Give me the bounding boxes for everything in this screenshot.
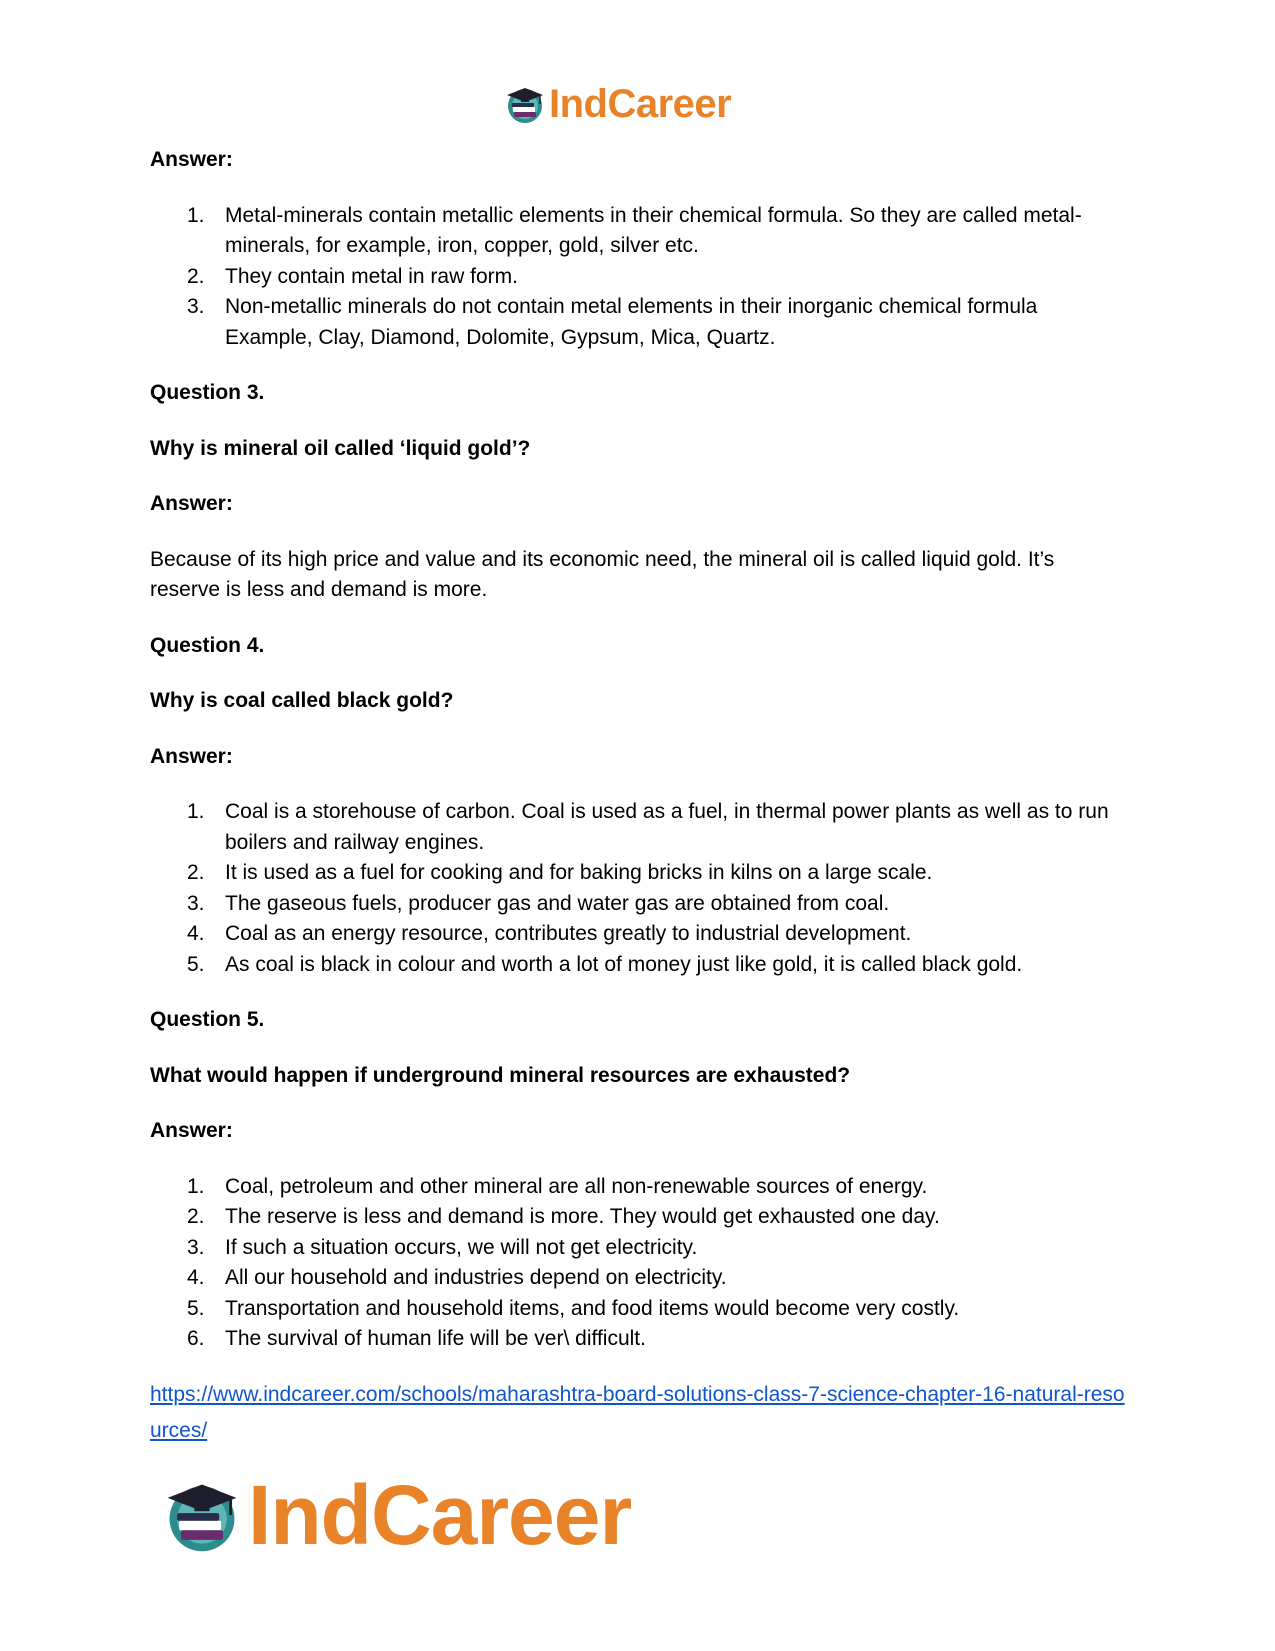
header-logo-text: IndCareer — [549, 81, 732, 126]
answer-5-label: Answer: — [150, 1119, 233, 1142]
list-item: 5. Transportation and household items, and food items would become very costly. — [187, 1296, 960, 1320]
question-3-text: Why is mineral oil called ‘liquid gold’? — [150, 436, 531, 460]
header-logo — [503, 80, 731, 128]
answer-4-list — [150, 797, 1130, 980]
question-5-text: What would happen if underground mineral resources are exhausted? — [150, 1063, 851, 1087]
list-item: 2. It is used as a fuel for cooking and for baking bricks in kilns on a large scale. — [187, 861, 933, 884]
question-4-label: Question 4. — [150, 633, 265, 657]
list-item: 4. All our household and industries depend on electricity. — [187, 1266, 727, 1289]
graduation-globe-icon — [503, 82, 547, 126]
footer-logo-text: IndCareer — [248, 1467, 632, 1562]
list-item: 2. They contain metal in raw form. — [187, 264, 518, 288]
document-body — [150, 145, 1130, 1449]
list-item: 3. Non-metallic minerals do not contain metal elements in their inorganic chemical formula Example, Clay, Diamond, Dolomite, Gypsum, Mica, Quartz. — [187, 295, 1038, 349]
graduation-globe-icon — [160, 1473, 244, 1557]
list-item: 5. As coal is black in colour and worth a lot of money just like gold, it is called black gold. — [187, 952, 1023, 976]
list-item: 4. Coal as an energy resource, contributes greatly to industrial development. — [187, 922, 912, 945]
answer-3-text: Because of its high price and value and its economic need, the mineral oil is called liquid gold. It’s reserve is less and demand is more. — [150, 547, 1055, 601]
answer-2-list — [150, 201, 1130, 354]
answer-3-label: Answer: — [150, 492, 233, 515]
list-item: 6. The survival of human life will be ver\ difficult. — [187, 1327, 646, 1350]
answer-4-label: Answer: — [150, 744, 233, 768]
question-4-text: Why is coal called black gold? — [150, 689, 454, 712]
footer-logo — [160, 1468, 631, 1562]
question-3-label: Question 3. — [150, 381, 265, 404]
source-link[interactable]: https://www.indcareer.com/schools/maharashtra-board-solutions-class-7-science-chapter-16-natural-resources/ — [150, 1382, 1125, 1442]
question-5-label: Question 5. — [150, 1008, 265, 1031]
list-item: 1. Coal is a storehouse of carbon. Coal is used as a fuel, in thermal power plants as well as to run boilers and railway engines. — [187, 800, 1109, 854]
answer-5-list — [150, 1172, 1130, 1355]
list-item: 1. Coal, petroleum and other mineral are all non-renewable sources of energy. — [187, 1174, 928, 1198]
list-item: 3. The gaseous fuels, producer gas and water gas are obtained from coal. — [187, 891, 890, 915]
list-item: 3. If such a situation occurs, we will not get electricity. — [187, 1235, 698, 1259]
list-item: 2. The reserve is less and demand is more. They would get exhausted one day. — [187, 1205, 940, 1228]
answer-2-label: Answer: — [150, 148, 233, 171]
list-item: 1. Metal-minerals contain metallic elements in their chemical formula. So they are called metal-minerals, for example, iron, copper, gold, silver etc. — [187, 203, 1082, 257]
